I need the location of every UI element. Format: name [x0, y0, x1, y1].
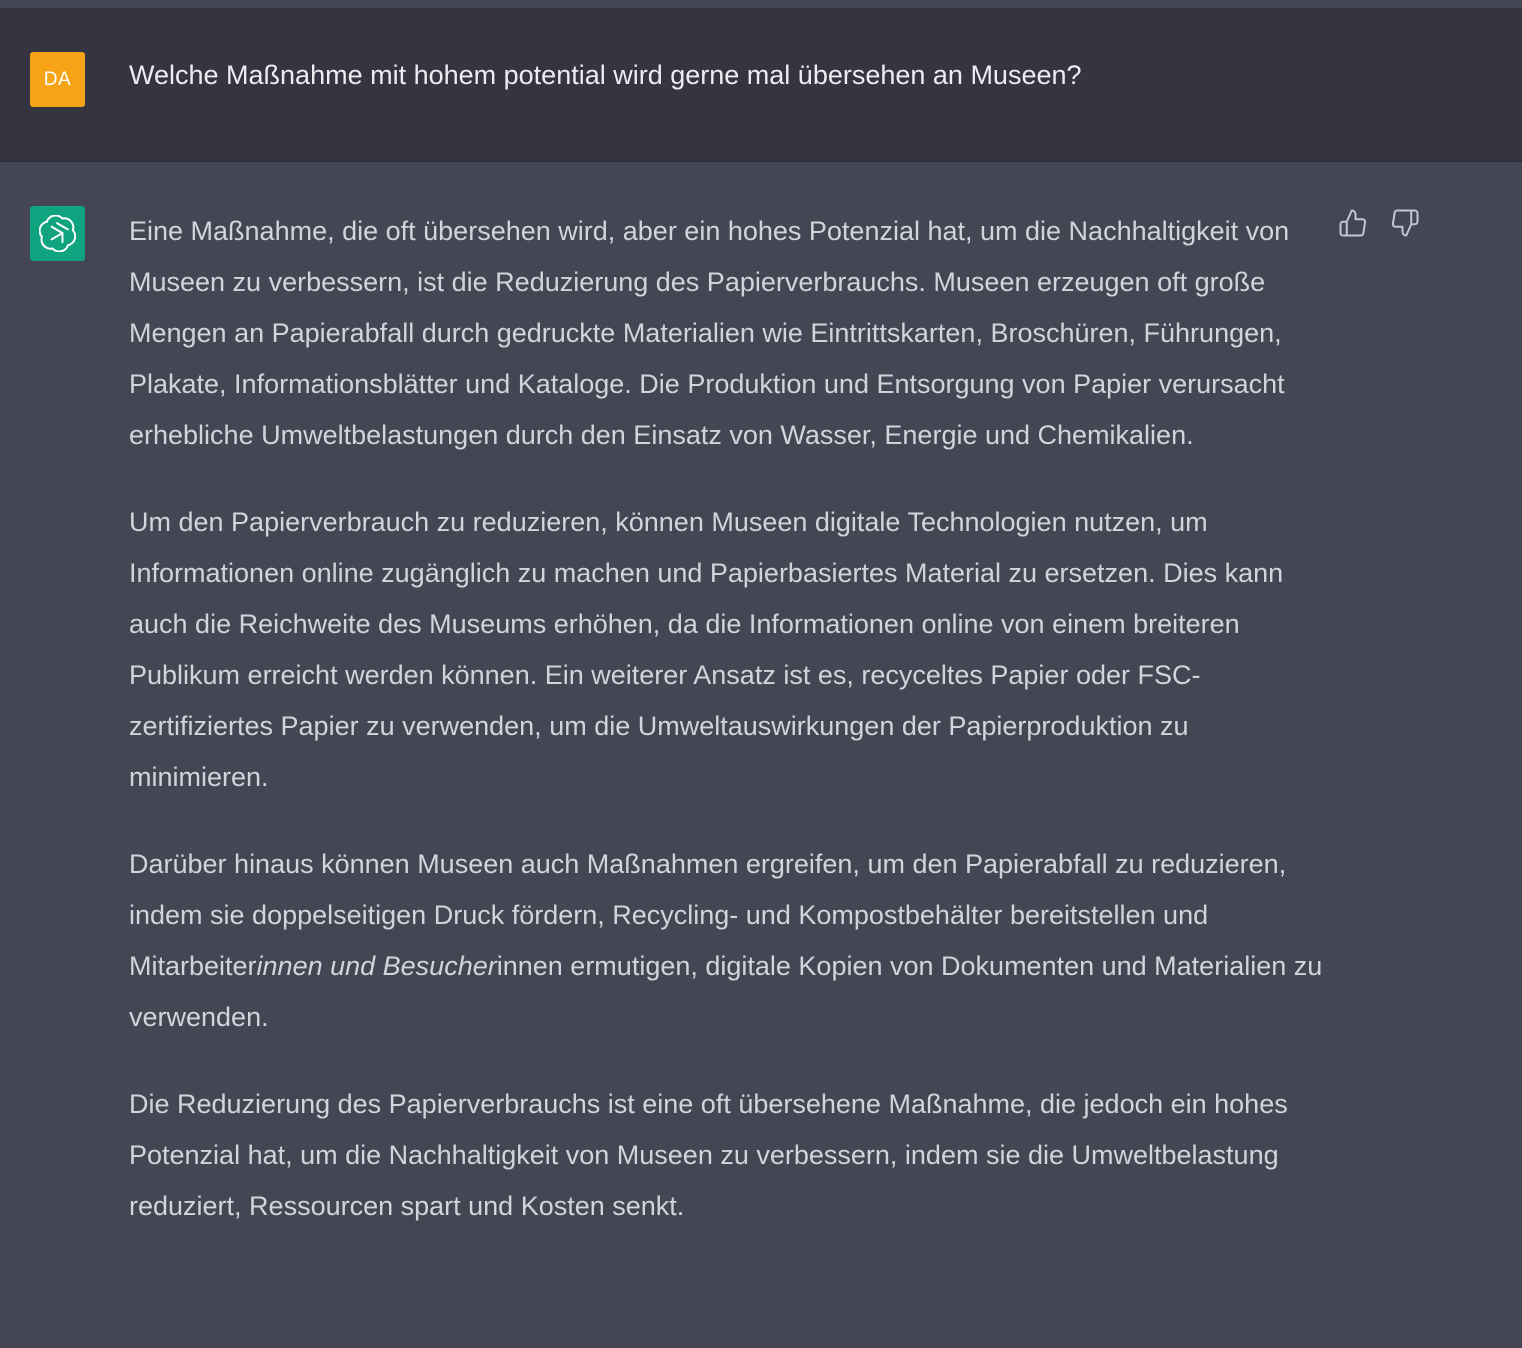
thumbs-up-button[interactable] — [1336, 206, 1370, 240]
paragraph: Um den Papierverbrauch zu reduzieren, können Museen digitale Technologien nutzen, um Informationen online zugänglich zu machen und Papierbasiertes Material zu ersetzen. Dies kann auch die Reichweite des Museums erhöhen, da die Informationen online von einem breiteren Publikum erreicht werden können. Ein weiterer Ansatz ist es, recyceltes Papier oder FSC-zertifiziertes Papier zu verwenden, um die Umweltauswirkungen der Papierproduktion zu minimieren. — [129, 507, 1284, 792]
assistant-avatar — [30, 206, 85, 261]
assistant-message — [0, 162, 1522, 1348]
user-avatar: DA — [30, 52, 85, 107]
thumbs-up-icon — [1338, 208, 1368, 238]
paragraph: Die Reduzierung des Papierverbrauchs ist eine oft übersehene Maßnahme, die jedoch ein hohes Potenzial hat, um die Nachhaltigkeit von Museen zu verbessern, indem sie die Umweltbelastung reduziert, Ressourcen spart und Kosten senkt. — [129, 1089, 1288, 1221]
thumbs-down-button[interactable] — [1388, 206, 1422, 240]
paragraph-italic-text: innen und Besucher — [256, 951, 497, 981]
user-message — [0, 8, 1522, 162]
top-strip — [0, 0, 1522, 8]
feedback-buttons — [1336, 206, 1422, 240]
assistant-message-text — [129, 206, 1329, 1268]
thumbs-down-icon — [1390, 208, 1420, 238]
user-message-text: Welche Maßnahme mit hohem potential wird gerne mal übersehen an Museen? — [129, 60, 1082, 90]
paragraph: Eine Maßnahme, die oft übersehen wird, aber ein hohes Potenzial hat, um die Nachhaltigkeit von Museen zu verbessern, ist die Reduzierung des Papierverbrauchs. Museen erzeugen oft große Mengen an Papierabfall durch gedruckte Materialien wie Eintrittskarten, Broschüren, Führungen, Plakate, Informationsblätter und Kataloge. Die Produktion und Entsorgung von Papier verursacht erhebliche Umweltbelastungen durch den Einsatz von Wasser, Energie und Chemikalien. — [129, 216, 1290, 450]
paragraph — [129, 839, 1329, 1043]
paragraph-text: innen ermutigen, digitale Kopien von Dokumenten und Materialien zu verwenden. — [129, 951, 1323, 1032]
openai-logo-icon — [39, 215, 76, 252]
paragraph-text: Darüber hinaus können Museen auch Maßnahmen ergreifen, um den Papierabfall zu reduzieren, indem sie doppelseitigen Druck fördern, Recycling- und Kompostbehälter bereitstellen und Mitarbeiter — [129, 849, 1287, 981]
